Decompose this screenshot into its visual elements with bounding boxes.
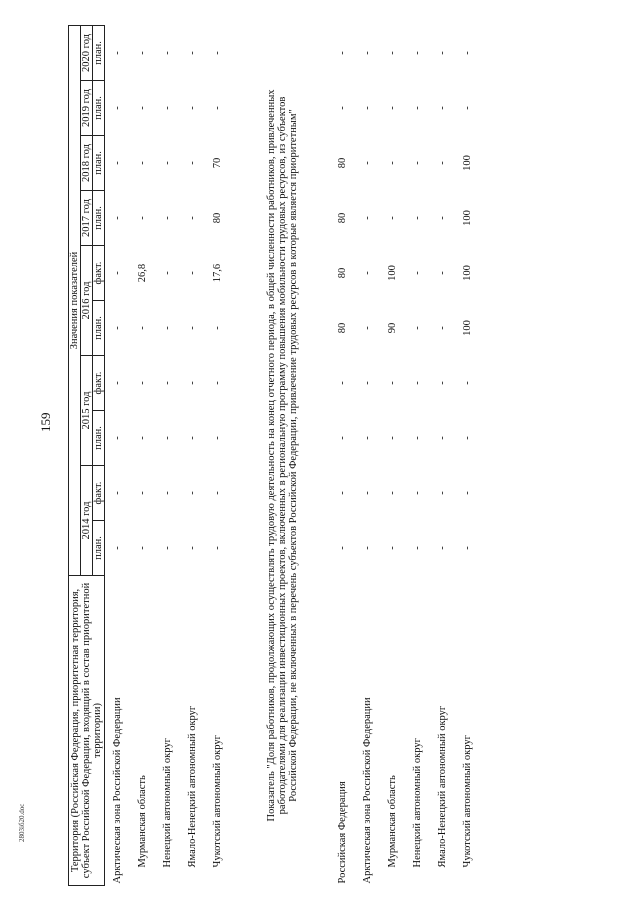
value-cell: - [137, 436, 148, 440]
value-cell: - [162, 106, 173, 110]
value-cell: - [212, 326, 223, 330]
value-cell: - [437, 106, 448, 110]
value-cell: - [162, 216, 173, 220]
document-code: 2803iб20.doc [18, 803, 26, 842]
value-cell: - [387, 216, 398, 220]
value-cell: - [437, 161, 448, 165]
value-cell: - [337, 381, 348, 385]
value-cell: - [437, 271, 448, 275]
value-cell: - [412, 491, 423, 495]
value-cell: - [162, 381, 173, 385]
year-header: 2020 год [81, 25, 93, 80]
value-cell: - [112, 161, 123, 165]
value-cell: - [362, 326, 373, 330]
value-cell: - [137, 106, 148, 110]
territory-name: Арктическая зона Российской Федерации [112, 697, 123, 884]
value-cell: 100 [462, 265, 473, 281]
value-cell: - [362, 216, 373, 220]
value-cell: - [412, 381, 423, 385]
year-header: 2017 год [81, 191, 93, 246]
plan-fact-header: план. [93, 25, 105, 80]
value-cell: - [212, 106, 223, 110]
value-cell: - [212, 51, 223, 55]
value-cell: - [362, 161, 373, 165]
plan-fact-header: план. [93, 191, 105, 246]
value-cell: - [212, 436, 223, 440]
value-cell: - [187, 436, 198, 440]
value-cell: - [137, 381, 148, 385]
value-cell: - [437, 436, 448, 440]
value-cell: - [187, 546, 198, 550]
value-cell: 70 [212, 157, 223, 169]
plan-fact-header: план. [93, 81, 105, 136]
value-cell: 80 [337, 322, 348, 334]
value-cell: 90 [387, 322, 398, 334]
territory-name: Ямало-Ненецкий автономный округ [187, 705, 198, 868]
value-cell: - [462, 436, 473, 440]
value-cell: - [387, 546, 398, 550]
rotated-table-container [68, 26, 588, 886]
table-row [405, 25, 430, 885]
value-cell: - [387, 491, 398, 495]
year-header: 2014 год [81, 466, 93, 576]
values-group-header: Значения показателей [69, 25, 81, 575]
value-cell: - [387, 436, 398, 440]
plan-fact-header: план. [93, 301, 105, 356]
year-header: 2018 год [81, 136, 93, 191]
value-cell: - [137, 326, 148, 330]
value-cell: - [137, 216, 148, 220]
value-cell: 80 [212, 212, 223, 224]
value-cell: - [387, 51, 398, 55]
territory-name: Мурманская область [137, 775, 148, 868]
territory-name: Ненецкий автономный округ [412, 738, 423, 868]
value-cell: 17,6 [212, 263, 223, 283]
table-row [430, 25, 455, 885]
territory-name: Российская Федерация [337, 781, 348, 884]
value-cell: - [387, 106, 398, 110]
value-cell: - [437, 326, 448, 330]
table-row [155, 25, 180, 885]
value-cell: - [162, 546, 173, 550]
value-cell: - [412, 436, 423, 440]
value-cell: 80 [337, 267, 348, 279]
value-cell: - [462, 491, 473, 495]
value-cell: - [162, 271, 173, 275]
value-cell: - [412, 546, 423, 550]
territory-name: Чукотский автономный округ [212, 735, 223, 868]
section-2-rows [330, 25, 480, 885]
value-cell: - [187, 271, 198, 275]
value-cell: - [187, 161, 198, 165]
plan-fact-header: план. [93, 136, 105, 191]
value-cell: - [387, 381, 398, 385]
value-cell: - [112, 51, 123, 55]
value-cell: - [137, 51, 148, 55]
value-cell: - [112, 326, 123, 330]
territory-name: Ямало-Ненецкий автономный округ [437, 705, 448, 868]
value-cell: 100 [462, 155, 473, 171]
value-cell: - [187, 491, 198, 495]
value-cell: - [212, 491, 223, 495]
value-cell: - [462, 381, 473, 385]
value-cell: - [162, 161, 173, 165]
territory-name: Ненецкий автономный округ [162, 738, 173, 868]
value-cell: - [162, 326, 173, 330]
value-cell: - [412, 161, 423, 165]
value-cell: - [337, 51, 348, 55]
year-header: 2016 год [81, 246, 93, 356]
indicators-table [68, 25, 480, 886]
value-cell: - [212, 381, 223, 385]
value-cell: - [112, 271, 123, 275]
table-row [205, 25, 230, 885]
territory-column-header: Территория (Российская Федерация, приоритетная территория, субъект Российской Федерации, входящий в состав приоритетной территории) [69, 576, 105, 886]
table-row [130, 25, 155, 885]
value-cell: - [137, 546, 148, 550]
value-cell: - [112, 106, 123, 110]
table-row [355, 25, 380, 885]
value-cell: - [362, 436, 373, 440]
value-cell: - [212, 546, 223, 550]
table-row [330, 25, 355, 885]
value-cell: - [112, 546, 123, 550]
value-cell: - [137, 491, 148, 495]
territory-name: Мурманская область [387, 775, 398, 868]
value-cell: - [337, 436, 348, 440]
value-cell: - [187, 106, 198, 110]
value-cell: - [437, 381, 448, 385]
table-row [455, 25, 480, 885]
value-cell: 80 [337, 212, 348, 224]
value-cell: - [162, 436, 173, 440]
value-cell: - [412, 216, 423, 220]
value-cell: - [362, 106, 373, 110]
value-cell: 100 [462, 210, 473, 226]
table-row [180, 25, 205, 885]
territory-name: Арктическая зона Российской Федерации [362, 697, 373, 884]
value-cell: - [337, 106, 348, 110]
value-cell: - [437, 51, 448, 55]
value-cell: - [337, 491, 348, 495]
year-header: 2019 год [81, 81, 93, 136]
value-cell: - [462, 51, 473, 55]
value-cell: - [362, 546, 373, 550]
value-cell: - [362, 381, 373, 385]
value-cell: - [412, 106, 423, 110]
value-cell: 80 [337, 157, 348, 169]
value-cell: - [187, 51, 198, 55]
plan-fact-header: факт. [93, 246, 105, 301]
indicator-section [230, 25, 330, 885]
plan-fact-header: план. [93, 521, 105, 576]
value-cell: - [462, 106, 473, 110]
value-cell: - [362, 271, 373, 275]
value-cell: 100 [387, 265, 398, 281]
section-1-rows [105, 25, 231, 885]
year-header: 2015 год [81, 356, 93, 466]
value-cell: - [387, 161, 398, 165]
plan-fact-header: план. [93, 411, 105, 466]
value-cell: - [112, 491, 123, 495]
value-cell: - [412, 326, 423, 330]
value-cell: - [162, 491, 173, 495]
value-cell: - [337, 546, 348, 550]
value-cell: - [137, 161, 148, 165]
value-cell: - [412, 51, 423, 55]
value-cell: - [412, 271, 423, 275]
value-cell: - [362, 51, 373, 55]
value-cell: - [362, 491, 373, 495]
value-cell: - [187, 216, 198, 220]
territory-name: Чукотский автономный округ [462, 735, 473, 868]
value-cell: - [162, 51, 173, 55]
value-cell: - [437, 216, 448, 220]
value-cell: - [112, 216, 123, 220]
value-cell: - [187, 326, 198, 330]
table-row [380, 25, 405, 885]
value-cell: 100 [462, 320, 473, 336]
indicator-row [230, 25, 330, 885]
indicator-title: Показатель "Доля работников, продолжающих осуществлять трудовую деятельность на конец отчетного периода, в общей численности работников, привлеченных работодателями для реализации инвестиционных проектов, включенных в региональную программу повышения мобильности трудовых ресурсов, из субъектов Российской Федерации, не включенных в перечень субъектов Российской Федерации, привлечение трудовых ресурсов в которые является приоритетным" [265, 89, 299, 822]
value-cell: 26,8 [137, 263, 148, 283]
value-cell: - [437, 546, 448, 550]
value-cell: - [187, 381, 198, 385]
value-cell: - [112, 436, 123, 440]
page-number: 159 [38, 412, 53, 432]
value-cell: - [437, 491, 448, 495]
table-header [69, 25, 105, 885]
plan-fact-header: факт. [93, 466, 105, 521]
value-cell: - [462, 546, 473, 550]
plan-fact-header: факт. [93, 356, 105, 411]
value-cell: - [112, 381, 123, 385]
table-row [105, 25, 131, 885]
